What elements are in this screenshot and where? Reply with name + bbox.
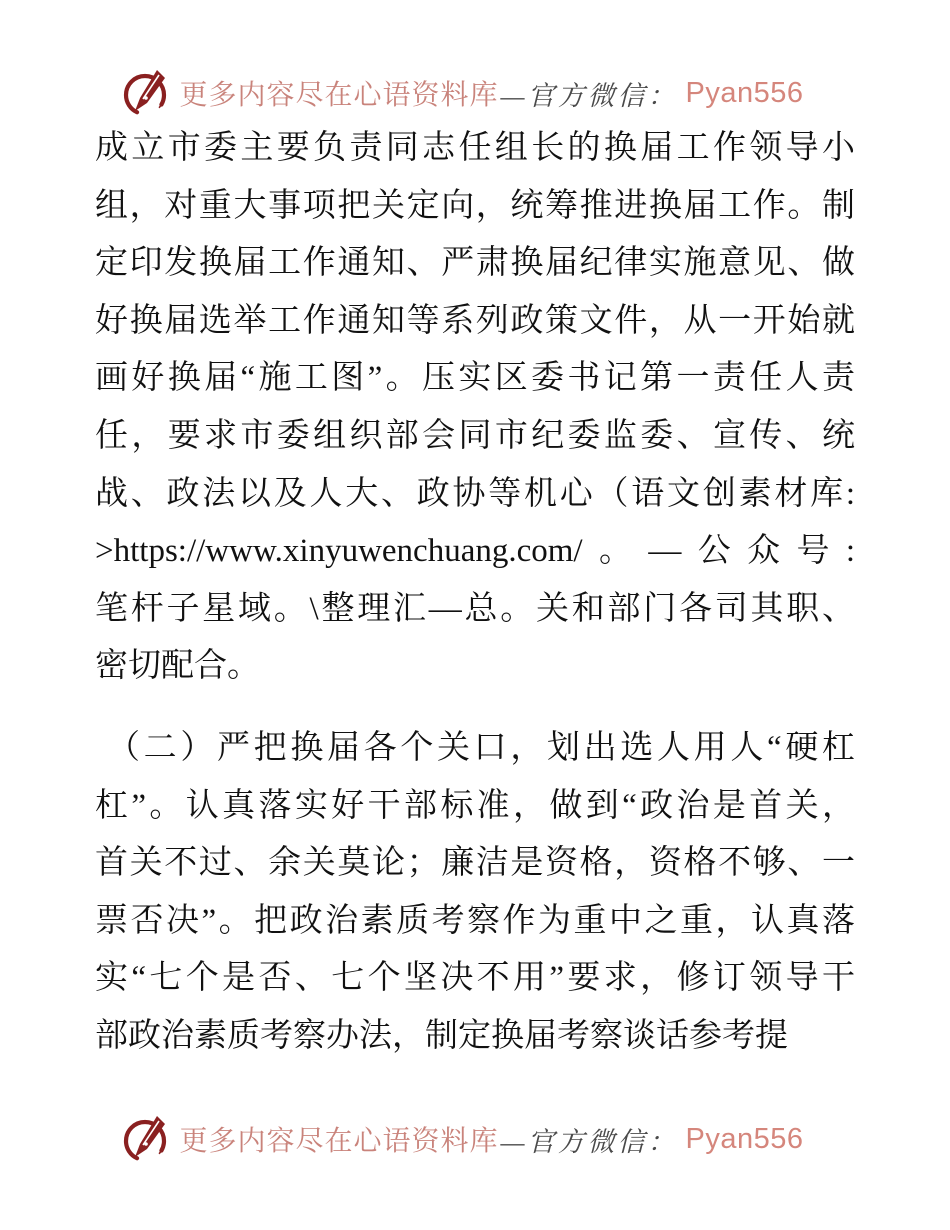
text-line: 成立市委主要负责同志任组长的换届工作领导小 — [95, 130, 855, 166]
paragraph-2 — [95, 720, 855, 1066]
text-line: 定印发换届工作通知、严肃换届纪律实施意见、做 — [95, 245, 855, 282]
text-line: 好换届选举工作通知等系列政策文件，从一开始就 — [95, 302, 855, 339]
text-line: 实“七个是否、七个坚决不用”要求，修订领导干 — [95, 960, 855, 997]
text-line: 密切配合。 — [95, 648, 260, 685]
text-line: 杠”。认真落实好干部标准，做到“政治是首关， — [95, 787, 855, 824]
text-line: 战、政法以及人大、政协等机心（语文创素材库: — [95, 475, 855, 512]
text-line: 首关不过、余关莫论；廉洁是资格，资格不够、一 — [95, 845, 855, 882]
text-line: 票否决”。把政治素质考察作为重中之重，认真落 — [95, 902, 855, 939]
footer-watermark — [0, 1110, 938, 1168]
text-line: 任，要求市委组织部会同市纪委监委、宣传、统 — [95, 417, 855, 454]
paragraph-1 — [95, 120, 855, 696]
pen-nib-circle-logo-icon — [122, 1113, 170, 1165]
text-line: 组，对重大事项把关定向，统筹推进换届工作。制 — [95, 187, 855, 224]
text-line: 笔杆子星域。\整理汇—总。关和部门各司其职、 — [95, 590, 855, 627]
header-watermark — [0, 64, 938, 122]
text-line: 画好换届“施工图”。压实区委书记第一责任人责 — [95, 360, 855, 397]
document-body — [95, 120, 855, 1066]
watermark-wechat-label: —官方微信： — [500, 80, 678, 111]
text-line: >https://www.xinyuwenchuang.com/。—公众号: — [95, 533, 855, 570]
watermark-wechat-id: Pyan556 — [685, 76, 804, 109]
text-line: 部政治素质考察办法，制定换届考察谈话参考提 — [95, 1017, 788, 1054]
watermark-text: 更多内容尽在心语资料库 — [179, 80, 499, 111]
watermark-wechat-id: Pyan556 — [685, 1122, 804, 1155]
watermark-wechat-label: —官方微信： — [500, 1126, 678, 1157]
text-line: （二）严把换届各个关口，划出选人用人“硬杠 — [107, 729, 855, 766]
pen-nib-circle-logo-icon — [122, 67, 170, 119]
watermark-text: 更多内容尽在心语资料库 — [179, 1126, 499, 1157]
